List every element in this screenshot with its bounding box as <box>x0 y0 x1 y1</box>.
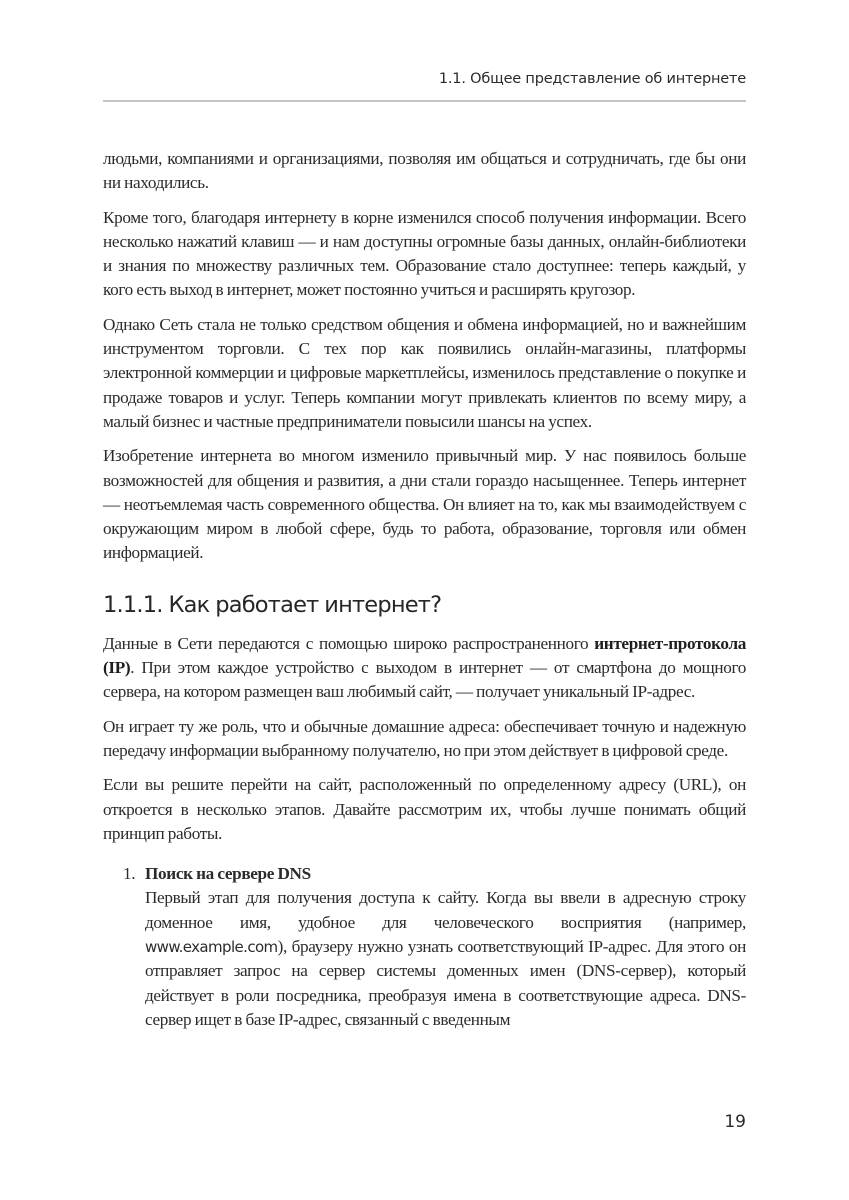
step-title: Поиск на сервере DNS <box>145 864 311 884</box>
paragraph: Кроме того, благодаря интернету в корне изменился способ получения информации. Всего несколько нажатий клавиш — и нам доступны огромные базы данных, онлайн-библиотеки и знания по множеству различных тем. Образование стало доступнее: теперь каждый, у кого есть выход в интернет, может постоянно учиться и расширять кругозор. <box>103 207 746 300</box>
running-head: 1.1. Общее представление об интернете <box>438 71 746 87</box>
step-text: ), браузеру нужно узнать соответствующий IP-адрес. Для этого он отправляет запрос на сервер системы доменных имен (DNS-сервер), который действует в роли посредника, преобразуя имена в соответствующие адреса. DNS-сервер ищет в базе IP-адрес, связанный с введенным <box>145 937 746 1029</box>
list-number: 1. <box>123 864 136 884</box>
example-url: www.example.com <box>145 938 278 957</box>
paragraph: людьми, компаниями и организациями, позволяя им общаться и сотрудничать, где бы они ни находились. <box>103 149 746 193</box>
list-item <box>103 862 746 1032</box>
section-heading: 1.1.1. Как работает интернет? <box>103 591 442 618</box>
page-body <box>103 147 746 1032</box>
text: Данные в Сети передаются с помощью широко распространенного <box>103 633 595 653</box>
page-number: 19 <box>724 1112 746 1132</box>
step-text: Первый этап для получения доступа к сайту. Когда вы ввели в адресную строку доменное имя, удобное для человеческого восприятия (например, <box>145 888 746 932</box>
header-rule <box>103 100 746 102</box>
text: . При этом каждое устройство с выходом в интернет — от смартфона до мощного сервера, на котором размещен ваш любимый сайт, — получает уникальный IP-адрес. <box>103 658 746 702</box>
paragraph: Однако Сеть стала не только средством общения и обмена информацией, но и важнейшим инструментом торговли. С тех пор как появились онлайн-магазины, платформы электронной коммерции и цифровые маркетплейсы, изменилось представление о покупке и продаже товаров и услуг. Теперь компании могут привлекать клиентов по всему миру, а малый бизнес и частные предприниматели повысили шансы на успех. <box>103 314 746 431</box>
paragraph: Если вы решите перейти на сайт, расположенный по определенному адресу (URL), он откроется в несколько этапов. Давайте рассмотрим их, чтобы лучше понимать общий принцип работы. <box>103 775 746 843</box>
paragraph: Он играет ту же роль, что и обычные домашние адреса: обеспечивает точную и надежную передачу информации выбранному получателю, но при этом действует в цифровой среде. <box>103 716 746 760</box>
term-ip-protocol: интернет-протокола (IP) <box>103 633 746 678</box>
steps-list <box>103 862 746 1032</box>
paragraph-ip-protocol <box>103 632 746 705</box>
paragraph: Изобретение интернета во многом изменило привычный мир. У нас появилось больше возможностей для общения и развития, а дни стали гораздо насыщеннее. Теперь интернет — неотъемлемая часть современного общества. Он влияет на то, как мы взаимодействуем с окружающим миром в любой сфере, будь то работа, образование, торговля или обмен информацией. <box>103 446 746 563</box>
